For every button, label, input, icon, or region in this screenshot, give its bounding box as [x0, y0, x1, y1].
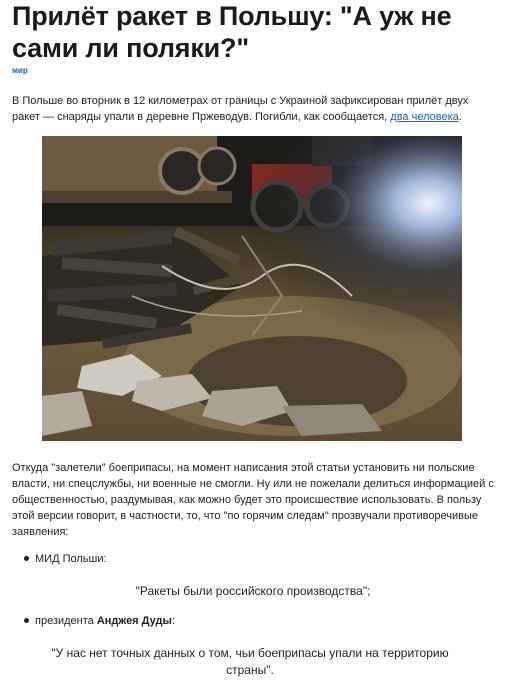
victims-link[interactable]: два человека [390, 111, 459, 123]
president-name: Анджея Дуды [96, 615, 172, 627]
quote-president: "У нас нет точных данных о том, чьи боеприпасы упали на территорию страны". [51, 646, 449, 677]
article-title: Прилёт ракет в Польшу: "А уж не сами ли поляки?" [12, 1, 452, 63]
bullet-icon [24, 556, 29, 561]
lead-text: В Польше во вторник в 12 километрах от границы с Украиной зафиксирован прилёт двух ракет — снаряды упали в деревне Пржеводув. Погибли, как сообщается, [12, 95, 469, 123]
list-item-prefix: президента [35, 615, 97, 627]
body-paragraph: Откуда "залетели" боеприпасы, на момент написания этой статьи установить ни польские власти, ни спецслужбы, ни военные не смогли. Ну или не пожелали делиться информацией с общественностью, раздумывая, как можно будет это происшествие использовать. В пользу этой версии говорит, в частности, то, что "по горячим следам" прозвучали противоречивые заявления: [12, 462, 494, 538]
list-item-label: МИД Польши: [35, 553, 107, 565]
lead-end: . [458, 111, 462, 123]
lead-paragraph [12, 93, 490, 125]
list-item-mfa [24, 551, 107, 567]
article-photo [42, 136, 462, 441]
bullet-icon [24, 618, 29, 623]
list-item-president [24, 613, 175, 629]
category-link[interactable]: мир [12, 66, 28, 75]
list-item-suffix: : [171, 615, 175, 627]
quote-mfa: "Ракеты были российского производства"; [135, 584, 371, 598]
crater-scene-image [42, 136, 462, 441]
